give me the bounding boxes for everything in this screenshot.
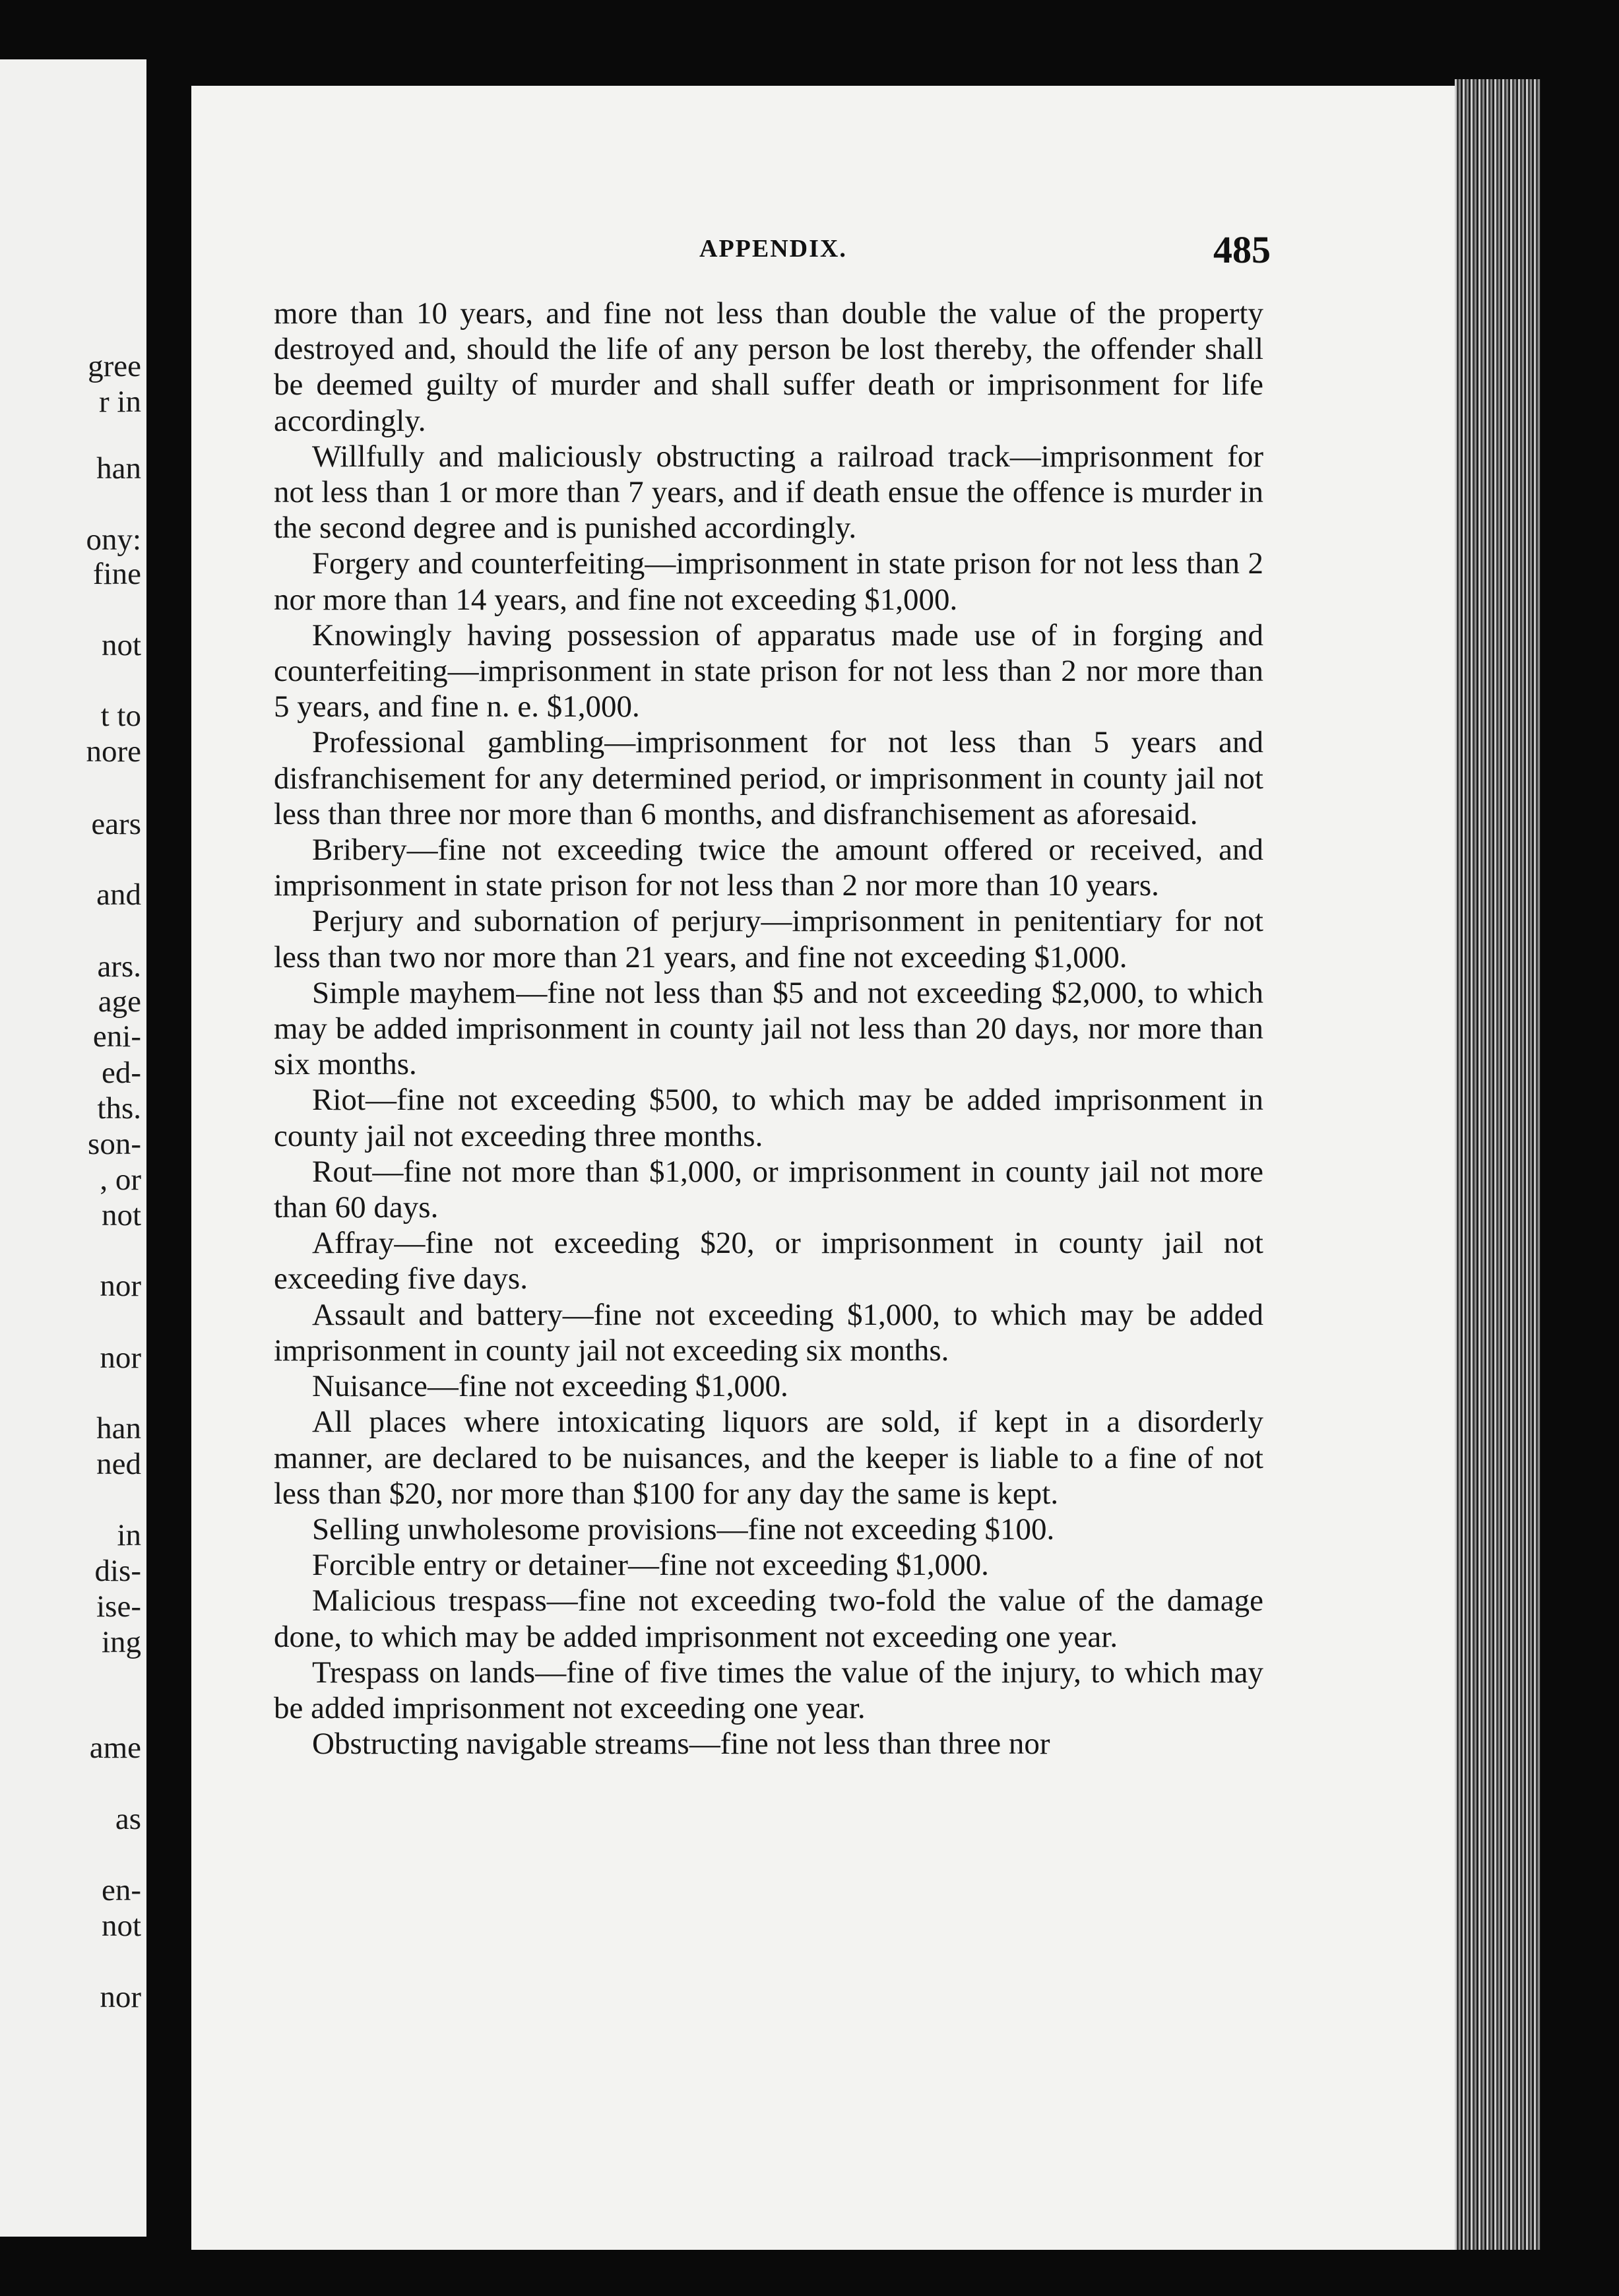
paragraph: more than 10 years, and fine not less than double the value of the property destroyed and, should the life of any person be lost thereby, the offender shall be deemed guilty of murder and shall suffer death or imprisonment for life accordingly. <box>274 296 1263 438</box>
margin-fragment: ths. <box>97 1091 141 1126</box>
margin-fragment: son- <box>88 1127 141 1161</box>
paragraph: Knowingly having possession of apparatus made use of in forging and counterfeiting—imprisonment in state prison for not less than 2 nor more than 5 years, and fine n. e. $1,000. <box>274 618 1263 724</box>
margin-fragment: nor <box>100 1341 141 1375</box>
margin-fragment: age <box>98 984 141 1019</box>
paragraph: Assault and battery—fine not exceeding $1,000, to which may be added imprisonment in county jail not exceeding six months. <box>274 1297 1263 1368</box>
paragraph: Bribery—fine not exceeding twice the amount offered or received, and imprisonment in state prison for not less than 2 nor more than 10 years. <box>274 833 1263 903</box>
margin-fragment: nore <box>86 734 141 769</box>
paragraph: Professional gambling—imprisonment for not less than 5 years and disfranchisement for any determined period, or imprisonment in county jail not less than three nor more than 6 months, and disfranchisement as aforesaid. <box>274 725 1263 831</box>
paragraph: Willfully and maliciously obstructing a railroad track—imprisonment for not less than 1 or more than 7 years, and if death ensue the offence is murder in the second degree and is punished accordingly. <box>274 439 1263 546</box>
margin-fragment: ears <box>91 807 141 841</box>
margin-fragment: ise- <box>96 1589 141 1624</box>
margin-fragment: not <box>101 628 141 662</box>
paragraph: Nuisance—fine not exceeding $1,000. <box>312 1369 788 1404</box>
margin-fragment: , or <box>100 1163 141 1197</box>
margin-fragment: nor <box>100 1980 141 2014</box>
margin-fragment: ars. <box>97 949 141 984</box>
paragraph: Selling unwholesome provisions—fine not exceeding $100. <box>312 1512 1055 1547</box>
page-edge-stack <box>1455 79 1540 2250</box>
paragraph: Affray—fine not exceeding $20, or imprisonment in county jail not exceeding five days. <box>274 1226 1263 1296</box>
margin-fragment: fine <box>92 557 141 591</box>
margin-fragment: en- <box>101 1873 141 1907</box>
paragraph: Simple mayhem—fine not less than $5 and not exceeding $2,000, to which may be added imprisonment in county jail not less than 20 days, nor more than six months. <box>274 975 1263 1082</box>
margin-fragment: han <box>96 451 141 486</box>
paragraph: Obstructing navigable streams—fine not less than three nor <box>312 1727 1050 1762</box>
margin-fragment: eni- <box>92 1019 141 1054</box>
running-head: APPENDIX. <box>699 235 847 263</box>
body-text <box>274 296 1263 1762</box>
paragraph: Rout—fine not more than $1,000, or imprisonment in county jail not more than 60 days. <box>274 1154 1263 1225</box>
paragraph: Malicious trespass—fine not exceeding two-fold the value of the damage done, to which may be added imprisonment not exceeding one year. <box>274 1583 1263 1654</box>
margin-fragment: ing <box>101 1625 141 1659</box>
margin-fragment: dis- <box>94 1554 141 1588</box>
paragraph: Forcible entry or detainer—fine not exceeding $1,000. <box>312 1548 989 1583</box>
margin-fragment: not <box>101 1198 141 1232</box>
margin-fragment: gree <box>88 349 141 383</box>
margin-fragment: r in <box>99 385 141 419</box>
paragraph: Riot—fine not exceeding $500, to which may be added imprisonment in county jail not exceeding three months. <box>274 1083 1263 1153</box>
margin-fragment: not <box>101 1909 141 1943</box>
margin-fragment: t to <box>100 699 141 733</box>
paragraph: Perjury and subornation of perjury—imprisonment in penitentiary for not less than two nor more than 21 years, and fine not exceeding $1,000. <box>274 904 1263 974</box>
margin-fragment: ame <box>89 1731 141 1765</box>
margin-fragment: in <box>117 1518 141 1552</box>
page-header <box>699 228 1280 274</box>
page-number: 485 <box>1213 228 1271 271</box>
margin-fragment: han <box>96 1411 141 1446</box>
margin-fragment: ed- <box>101 1056 141 1090</box>
margin-fragment: and <box>96 877 141 912</box>
margin-fragment: ned <box>96 1447 141 1481</box>
margin-fragment: nor <box>100 1269 141 1303</box>
facing-page-fragment <box>0 59 146 2237</box>
paragraph: Forgery and counterfeiting—imprisonment in state prison for not less than 2 nor more than 14 years, and fine not exceeding $1,000. <box>274 546 1263 617</box>
margin-fragment: ony: <box>86 523 141 557</box>
paragraph: All places where intoxicating liquors are sold, if kept in a disorderly manner, are declared to be nuisances, and the keeper is liable to a fine of not less than $20, nor more than $100 for any day the same is kept. <box>274 1405 1263 1511</box>
margin-fragment: as <box>115 1802 141 1836</box>
paragraph: Trespass on lands—fine of five times the value of the injury, to which may be added imprisonment not exceeding one year. <box>274 1655 1263 1725</box>
